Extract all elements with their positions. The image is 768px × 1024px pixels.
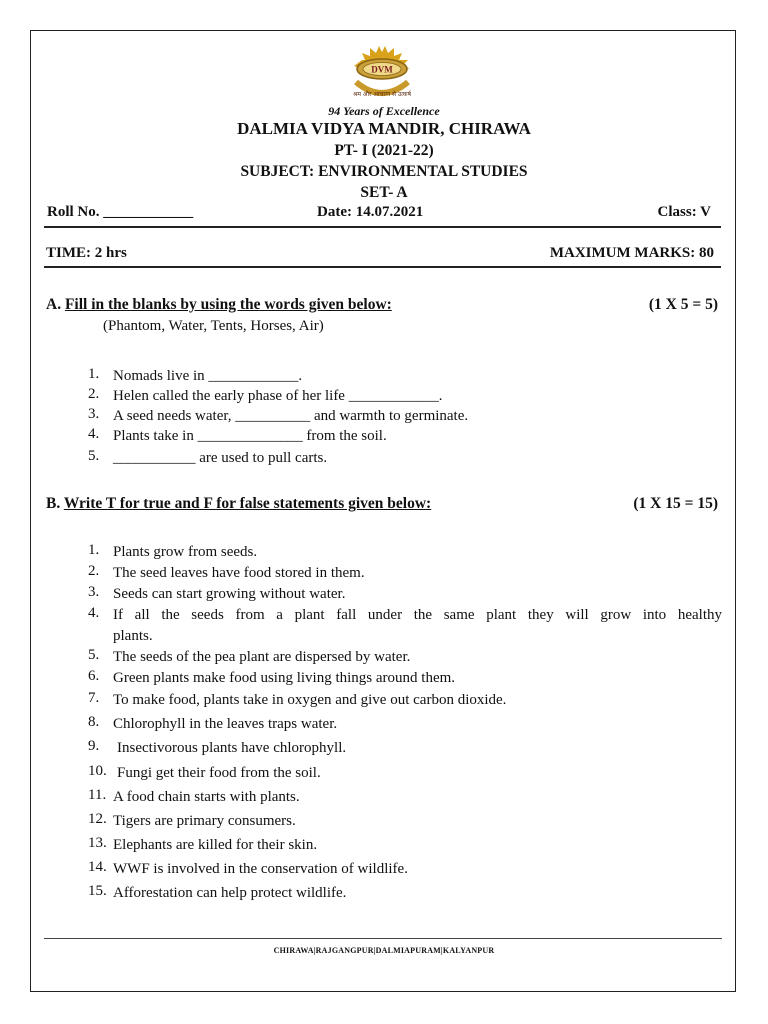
question-number: 4.: [88, 426, 100, 442]
question-number: 10.: [88, 763, 107, 779]
question-text: Nomads live in ____________.: [113, 368, 303, 384]
question-text: A food chain starts with plants.: [113, 789, 300, 805]
time-rule: [44, 266, 721, 268]
exam-date: Date: 14.07.2021: [317, 204, 424, 220]
section-b-instruction: Write T for true and F for false statements given below:: [63, 495, 432, 512]
class-label: Class: V: [657, 204, 711, 220]
school-logo: [342, 46, 422, 108]
question-number: 9.: [88, 738, 100, 754]
question-number: 1.: [88, 366, 100, 382]
question-number: 12.: [88, 811, 107, 827]
footer-branches: CHIRAWA|RAJGANGPUR|DALMIAPURAM|KALYANPUR: [273, 946, 495, 955]
word-bank: (Phantom, Water, Tents, Horses, Air): [103, 318, 324, 334]
question-number: 15.: [88, 883, 107, 899]
question-number: 6.: [88, 668, 100, 684]
question-text: Plants take in ______________ from the soil.: [113, 428, 387, 444]
question-text: Seeds can start growing without water.: [113, 586, 346, 602]
footer-rule: [44, 938, 722, 939]
question-text: WWF is involved in the conservation of wildlife.: [113, 861, 408, 877]
question-text: ___________ are used to pull carts.: [113, 450, 328, 466]
question-text: Elephants are killed for their skin.: [113, 837, 318, 853]
question-text: Helen called the early phase of her life ____________.: [113, 388, 443, 404]
set-label: SET- A: [360, 184, 408, 201]
question-text: The seeds of the pea plant are dispersed by water.: [113, 649, 411, 665]
question-number: 14.: [88, 859, 107, 875]
question-number: 8.: [88, 714, 100, 730]
logo-text: DVM: [371, 64, 393, 75]
question-text: Green plants make food using living things around them.: [113, 670, 456, 686]
section-a-marks: (1 X 5 = 5): [648, 296, 718, 313]
section-b-marks: (1 X 15 = 15): [633, 495, 718, 512]
tagline: 94 Years of Excellence: [328, 104, 440, 118]
question-text: Fungi get their food from the soil.: [117, 765, 321, 781]
header-rule: [44, 226, 721, 228]
question-text: If all the seeds from a plant fall under the same plant they will grow into healthy: [113, 607, 722, 623]
section-a-instruction: Fill in the blanks by using the words given below:: [64, 296, 392, 313]
question-text: Insectivorous plants have chlorophyll.: [117, 740, 347, 756]
section-b-letter: B.: [46, 495, 61, 512]
time-label: TIME: 2 hrs: [46, 245, 127, 261]
logo-motto: श्रम और आचरण से उत्कर्ष: [353, 91, 411, 98]
section-a-heading: [46, 296, 718, 314]
question-text: Chlorophyll in the leaves traps water.: [113, 716, 338, 732]
question-number: 11.: [88, 787, 107, 803]
roll-number-field: Roll No. ____________: [47, 204, 194, 220]
question-number: 7.: [88, 690, 100, 706]
question-number: 2.: [88, 563, 100, 579]
section-b-heading: [46, 495, 718, 513]
exam-title: PT- I (2021-22): [334, 142, 434, 159]
question-text: A seed needs water, __________ and warmth to germinate.: [113, 408, 469, 424]
question-text: To make food, plants take in oxygen and give out carbon dioxide.: [113, 692, 507, 708]
question-number: 2.: [88, 386, 100, 402]
question-number: 5.: [88, 647, 100, 663]
question-number: 3.: [88, 584, 100, 600]
subject-title: SUBJECT: ENVIRONMENTAL STUDIES: [240, 163, 528, 180]
question-text: The seed leaves have food stored in them.: [113, 565, 365, 581]
question-number: 3.: [88, 406, 100, 422]
question-text: Afforestation can help protect wildlife.: [113, 885, 347, 901]
question-text: Tigers are primary consumers.: [113, 813, 296, 829]
max-marks-label: MAXIMUM MARKS: 80: [549, 245, 714, 261]
question-number: 5.: [88, 448, 100, 464]
question-text-continued: plants.: [113, 628, 153, 644]
question-number: 1.: [88, 542, 100, 558]
school-name: DALMIA VIDYA MANDIR, CHIRAWA: [237, 119, 531, 138]
meta-row: [47, 204, 711, 224]
section-a-letter: A.: [46, 296, 62, 313]
question-number: 13.: [88, 835, 107, 851]
question-text: Plants grow from seeds.: [113, 544, 258, 560]
question-number: 4.: [88, 605, 100, 621]
